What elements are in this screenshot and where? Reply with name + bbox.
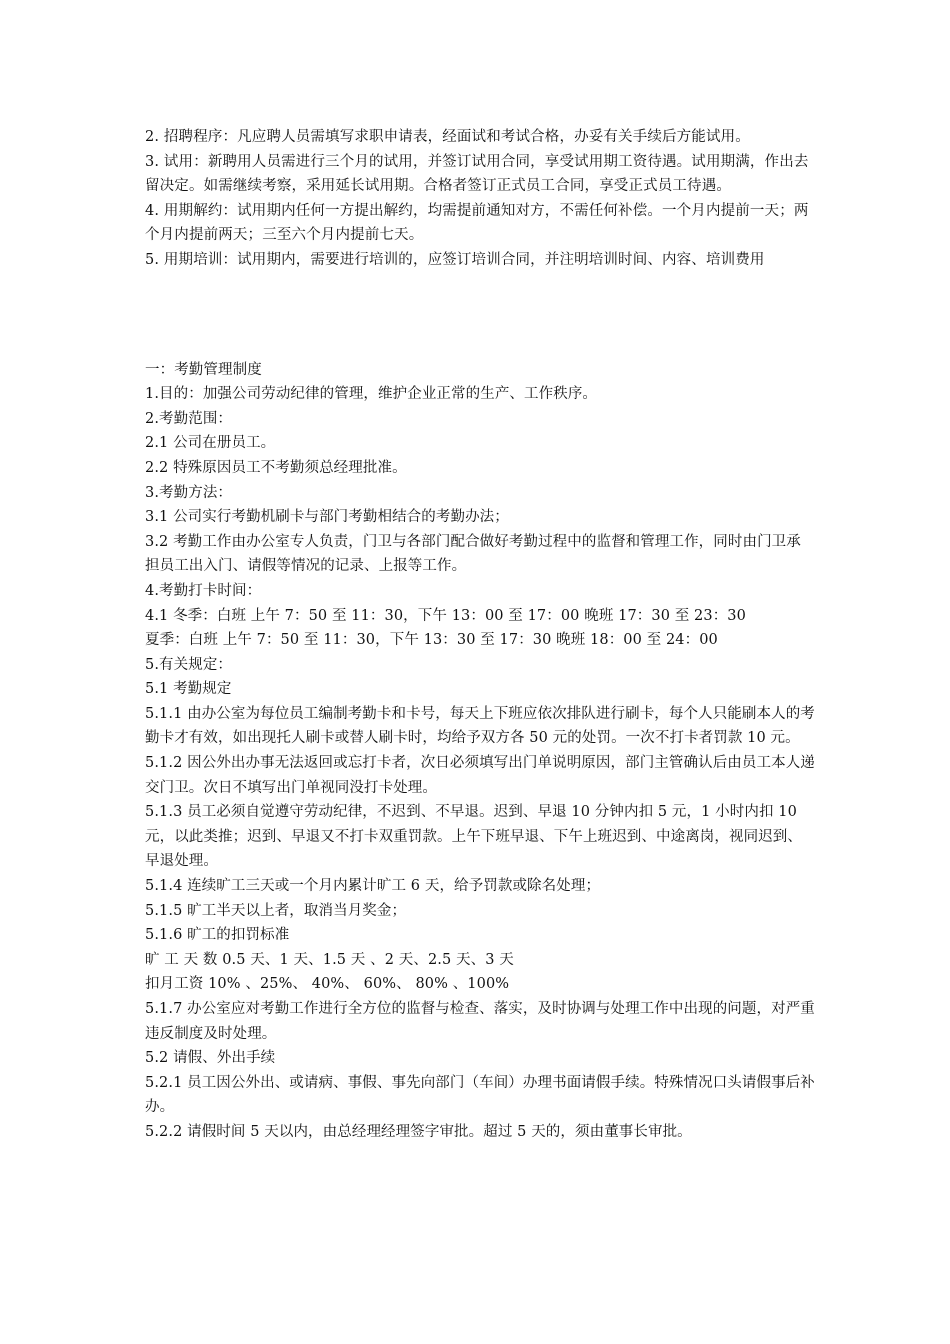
paragraph-method-1: 3.1 公司实行考勤机刷卡与部门考勤相结合的考勤办法；	[145, 509, 509, 526]
paragraph-rule-5-1-2: 5.1.2 因公外出办事无法返回或忘打卡者，次日必须填写出门单说明原因，部门主管确认后由员工本人递交门卫。次日不填写出门单视同没打卡处理。	[145, 755, 815, 796]
section-heading: 一：考勤管理制度	[145, 361, 262, 378]
attendance-section	[145, 358, 815, 1145]
paragraph-summer-schedule: 夏季：白班 上午 7：50 至 11：30，下午 13：30 至 17：30 晚班 18：00 至 24：00	[145, 632, 718, 649]
paragraph-purpose: 1.目的：加强公司劳动纪律的管理，维护企业正常的生产、工作秩序。	[145, 386, 598, 403]
probation-section	[145, 125, 815, 273]
paragraph-rule-5-2-1: 5.2.1 员工因公外出、或请病、事假、事先向部门（车间）办理书面请假手续。特殊情况口头请假事后补办。	[145, 1074, 815, 1116]
paragraph-scope-2: 2.2 特殊原因员工不考勤须总经理批准。	[145, 459, 407, 476]
salary-deduction-row: 扣月工资 10% 、25%、 40%、 60%、 80% 、100%	[145, 976, 510, 993]
paragraph-leave-procedure: 5.2 请假、外出手续	[145, 1050, 276, 1067]
paragraph-rules: 5.有关规定：	[145, 656, 233, 673]
paragraph-rules-attendance: 5.1 考勤规定	[145, 681, 232, 698]
absence-days-row: 旷 工 天 数 0.5 天、1 天、1.5 天 、2 天、2.5 天、3 天	[145, 951, 514, 968]
paragraph-probation-termination: 4. 用期解约：试用期内任何一方提出解约，均需提前通知对方，不需任何补偿。一个月内提前一天；两个月内提前两天；三至六个月内提前七天。	[145, 202, 809, 244]
paragraph-rule-5-1-5: 5.1.5 旷工半天以上者，取消当月奖金；	[145, 902, 407, 919]
paragraph-scope: 2.考勤范围：	[145, 410, 233, 427]
paragraph-winter-schedule: 4.1 冬季：白班 上午 7：50 至 11：30，下午 13：00 至 17：00 晚班 17：30 至 23：30	[145, 607, 746, 624]
paragraph-clock-time: 4.考勤打卡时间：	[145, 582, 262, 599]
paragraph-rule-5-1-3: 5.1.3 员工必须自觉遵守劳动纪律，不迟到、不早退。迟到、早退 10 分钟内扣 5 元，1 小时内扣 10 元，以此类推；迟到、早退又不打卡双重罚款。上午下班早退、下午上班迟到、中途离岗，视同迟到、早退处理。	[145, 804, 802, 870]
paragraph-rule-5-1-4: 5.1.4 连续旷工三天或一个月内累计旷工 6 天，给予罚款或除名处理；	[145, 878, 601, 895]
paragraph-rule-5-2-2: 5.2.2 请假时间 5 天以内，由总经理经理签字审批。超过 5 天的，须由董事长审批。	[145, 1123, 692, 1140]
paragraph-probation-training: 5. 用期培训：试用期内，需要进行培训的，应签订培训合同，并注明培训时间、内容、培训费用	[145, 251, 765, 268]
paragraph-scope-1: 2.1 公司在册员工。	[145, 435, 276, 452]
paragraph-rule-5-1-7: 5.1.7 办公室应对考勤工作进行全方位的监督与检查、落实，及时协调与处理工作中出现的问题，对严重违反制度及时处理。	[145, 1001, 815, 1042]
paragraph-method-2: 3.2 考勤工作由办公室专人负责，门卫与各部门配合做好考勤过程中的监督和管理工作，同时由门卫承担员工出入门、请假等情况的记录、上报等工作。	[145, 533, 801, 575]
paragraph-rule-5-1-1: 5.1.1 由办公室为每位员工编制考勤卡和卡号，每天上下班应依次排队进行刷卡，每个人只能刷本人的考勤卡才有效，如出现托人刷卡或替人刷卡时，均给予双方各 50 元的处罚。一次不打卡者罚款 10 元。	[145, 705, 815, 747]
paragraph-method: 3.考勤方法：	[145, 484, 233, 501]
paragraph-rule-5-1-6: 5.1.6 旷工的扣罚标准	[145, 927, 290, 944]
document-page	[145, 125, 815, 1145]
paragraph-probation: 3. 试用：新聘用人员需进行三个月的试用，并签订试用合同，享受试用期工资待遇。试用期满，作出去留决定。如需继续考察，采用延长试用期。合格者签订正式员工合同，享受正式员工待遇。	[145, 153, 809, 195]
paragraph-recruitment-procedure: 2. 招聘程序：凡应聘人员需填写求职申请表，经面试和考试合格，办妥有关手续后方能试用。	[145, 129, 750, 145]
